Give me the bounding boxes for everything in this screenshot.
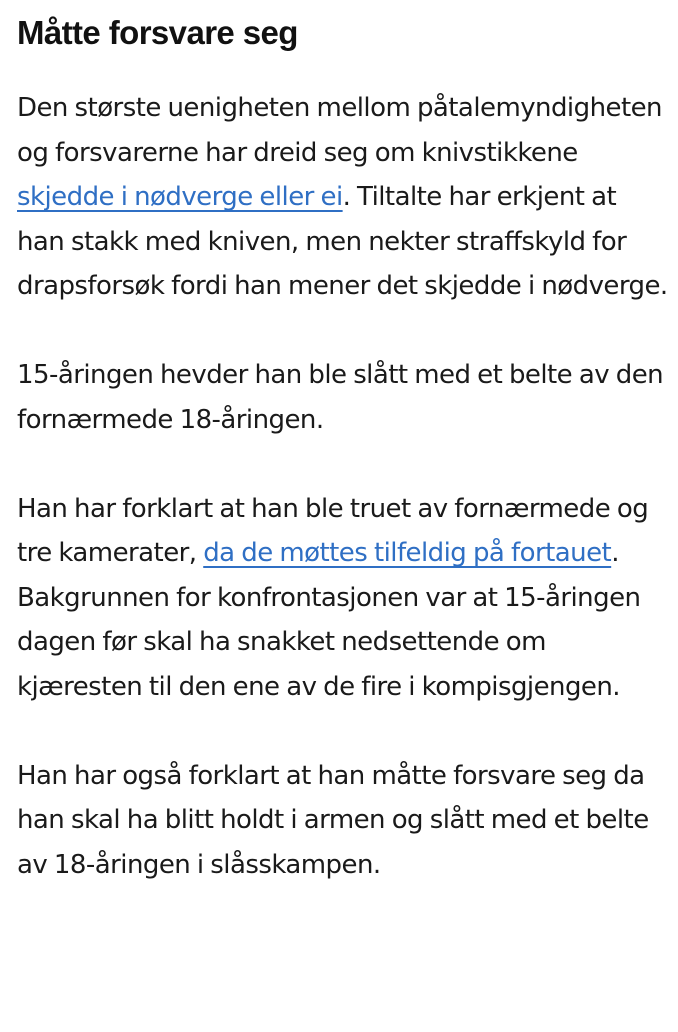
paragraph-1-text-after: . Tiltalte har erkjent at han stakk med kniven, men nekter straffskyld for drapsforsøk fordi han mener det skjedde i nødverge.: [17, 182, 668, 301]
paragraph-4: Han har også forklart at han måtte forsvare seg da han skal ha blitt holdt i armen og slått med et belte av 18-åringen i slåsskampen.: [17, 760, 649, 880]
link-self-defense[interactable]: skjedde i nødverge eller ei: [17, 182, 343, 212]
article-body: [17, 0, 669, 887]
paragraph-3-text-before: Han har forklart at han ble truet av fornærmede og tre kamerater,: [17, 493, 649, 568]
paragraph-3: [17, 487, 669, 710]
link-met-on-sidewalk[interactable]: da de møttes tilfeldig på fortauet: [203, 538, 612, 568]
paragraph-3-text-after: . Bakgrunnen for konfrontasjonen var at 15-åringen dagen før skal ha snakket nedsettende om kjæresten til den ene av de fire i kompisgjengen.: [17, 538, 641, 702]
paragraph-1-text-before: Den største uenigheten mellom påtalemyndigheten og forsvarerne har dreid seg om knivstikkene: [17, 93, 662, 168]
paragraph-2: 15-åringen hevder han ble slått med et belte av den fornærmede 18-åringen.: [17, 360, 664, 435]
section-heading: Måtte forsvare seg: [17, 14, 298, 51]
paragraph-1: [17, 86, 669, 309]
